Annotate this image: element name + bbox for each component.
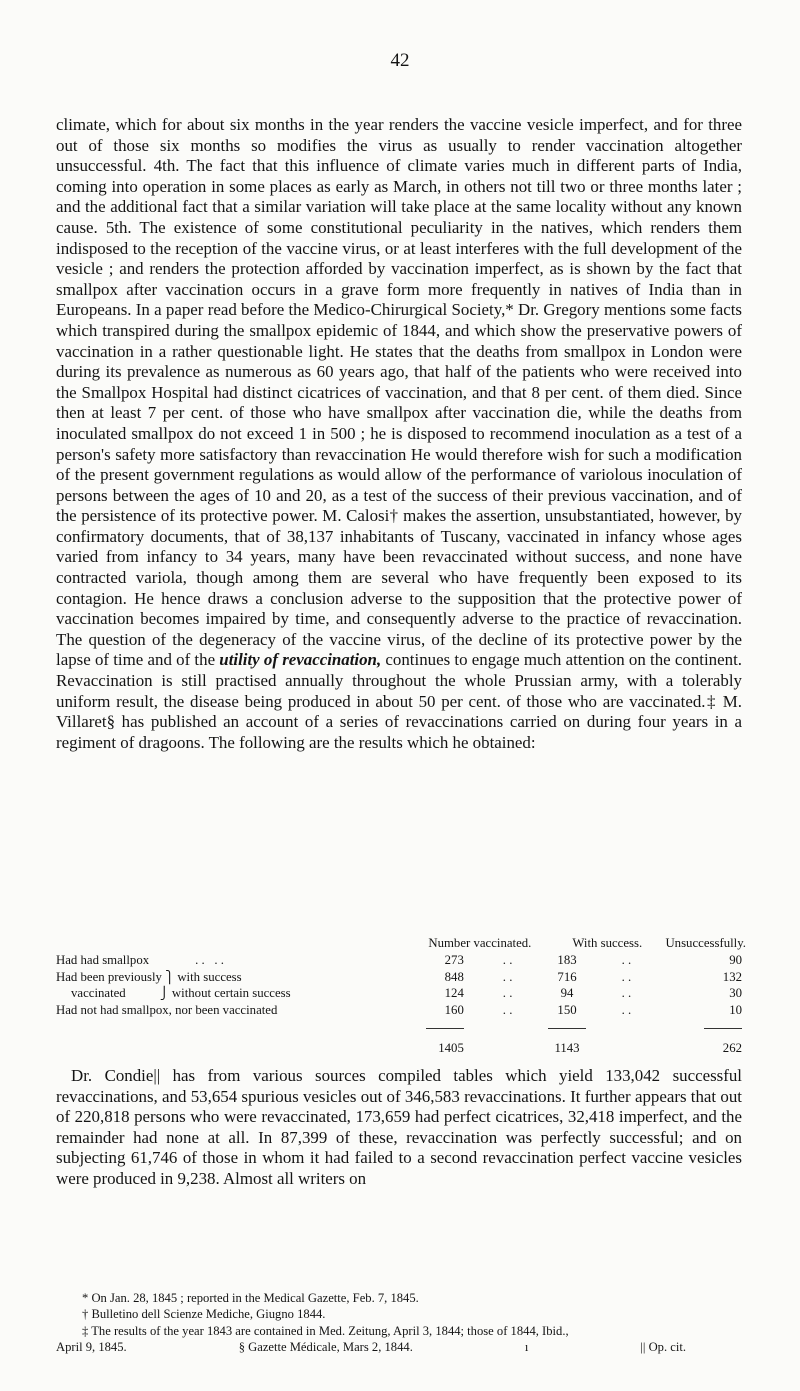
- cell-dots: . .: [621, 986, 632, 1001]
- footnote-section: § Gazette Médicale, Mars 2, 1844.: [238, 1340, 413, 1355]
- cell-unsuccess: 30: [729, 986, 742, 1001]
- header-unsuccess: Unsuccessfully.: [665, 936, 746, 950]
- stray-mark: ı: [524, 1340, 529, 1355]
- cell-dots: . .: [502, 986, 513, 1001]
- brace-icon: ⎭: [159, 986, 169, 1001]
- paragraph-text: climate, which for about six months in the year renders the vaccine vesicle imperfect, and for three out of those six months so modifies the virus as usually to render vaccination altogether unsuccessful. 4th. The fact that this influence of climate varies much in different parts of India, coming into operation in some places as early as March, in others not till two or three months later ; and the additional fact that a similar variation will take place at the same locality without any known cause. 5th. The existence of some constitutional peculiarity in the natives, which renders them indisposed to the reception of the vaccine virus, or at least interferes with the full development of the vesicle ; and renders the protection afforded by vaccination imperfect, as is shown by the fact that smallpox after vaccination occurs in a grave form more frequently in natives of India than in Europeans. In a paper read before the Medico-Chirurgical Society,* Dr. Gregory mentions some facts which transpired during the smallpox epidemic of 1844, and which show the preservative powers of vaccination in a rather questionable light. He states that the deaths from smallpox in London were during its prevalence as numerous as 60 years ago, that half of the patients who were received into the Smallpox Hospital had distinct cicatrices of vaccination, and that 8 per cent. of them died. Since then at least 7 per cent. of those who have smallpox after vaccination die, while the deaths from inoculated smallpox do not exceed 1 in 500 ; he is disposed to recommend inoculation as a test of a person's safety more satisfactory than revaccination He would therefore wish for such a modification of the present government regulations as would allow of the performance of variolous inoculation of persons between the ages of 10 and 20, as a test of the success of their previous vaccination, and of the persistence of its protective power. M. Calosi† makes the assertion, unsubstantiated, however, by confirmatory documents, that of 38,137 inhabitants of Tuscany, vaccinated in infancy whose ages varied from infancy to 34 years, many have been revaccinated without success, and none have contracted variola, though among them are several who have frequently been exposed to its contagion. He hence draws a conclusion adverse to the supposition that the protective power of vaccination becomes impaired by time, and consequently adverse to the practice of revaccination. The question of the degeneracy of the vaccine virus, of the decline of its protective power by the lapse of time and of the: [56, 115, 742, 670]
- cell-vaccinated: 273: [444, 952, 464, 967]
- paragraph-text: Dr. Condie|| has from various sources compiled tables which yield 133,042 successful revaccinations, and 53,654 spurious vesicles out of 346,583 revaccinations. It further appears that out of 220,818 persons who were revaccinated, 173,659 had perfect cicatrices, 32,418 imperfect, and the remainder had none at all. In 87,399 of these, revaccination was perfectly successful; and on subjecting 61,746 of those in whom it had failed to a second revaccination perfect vaccine vesicles were produced in 9,238. Almost all writers on: [56, 1066, 742, 1188]
- results-table: [56, 935, 746, 1057]
- cell-unsuccess: 132: [722, 969, 742, 984]
- footnote-parallel: || Op. cit.: [640, 1340, 686, 1355]
- italic-phrase: utility of revaccination,: [219, 650, 382, 670]
- header-success: With success.: [572, 936, 643, 950]
- row-label: Had not had smallpox, nor been vaccinated: [56, 1003, 278, 1018]
- total-vaccinated: 1405: [438, 1040, 464, 1055]
- cell-success: 716: [557, 969, 577, 984]
- cell-success: 150: [557, 1003, 577, 1018]
- cell-vaccinated: 160: [444, 1003, 464, 1018]
- cell-dots: . .: [621, 952, 632, 967]
- footnotes: [56, 1290, 746, 1356]
- cell-dots: . .: [621, 969, 632, 984]
- cell-unsuccess: 10: [729, 1003, 742, 1018]
- table-row: [56, 952, 746, 969]
- total-success: 1143: [554, 1040, 580, 1055]
- row-sublabel: with success: [177, 969, 242, 984]
- cell-dots: . .: [502, 969, 513, 984]
- footnote-continuation: April 9, 1845.: [56, 1340, 127, 1355]
- divider: [548, 1028, 586, 1029]
- footnote-double-dagger: ‡ The results of the year 1843 are contained in Med. Zeitung, April 3, 1844; those of 1844, Ibid.,: [82, 1323, 569, 1338]
- cell-dots: . .: [621, 1003, 632, 1018]
- row-sublabel: without certain success: [171, 986, 291, 1001]
- header-vaccinated: Number vaccinated.: [428, 936, 532, 950]
- row-label: Had had smallpox: [56, 952, 150, 967]
- table-row: [56, 985, 746, 1002]
- table-row: [56, 969, 746, 986]
- cell-vaccinated: 848: [444, 969, 464, 984]
- divider: [426, 1028, 464, 1029]
- row-label: vaccinated: [71, 986, 126, 1001]
- cell-success: 183: [557, 952, 577, 967]
- cell-dots: . .: [502, 1003, 513, 1018]
- total-rule: [56, 1019, 746, 1036]
- cell-vaccinated: 124: [444, 986, 464, 1001]
- totals-row: [56, 1036, 746, 1057]
- footnote-star: * On Jan. 28, 1845 ; reported in the Medical Gazette, Feb. 7, 1845.: [82, 1291, 419, 1305]
- total-unsuccess: 262: [722, 1040, 742, 1055]
- row-label: Had been previously: [56, 969, 162, 984]
- cell-success: 94: [560, 986, 574, 1001]
- cell-unsuccess: 90: [729, 952, 742, 967]
- main-paragraph: [56, 115, 742, 753]
- footnote-dagger: † Bulletino dell Scienze Mediche, Giugno 1844.: [82, 1307, 326, 1322]
- divider: [704, 1028, 742, 1029]
- paragraph-text-cont: continues to engage much attention on the continent. Revaccination is still practised annually throughout the whole Prussian army, with a tolerably uniform result, the disease being produced in about 50 per cent. of those who are vaccinated.‡ M. Villaret§ has published an account of a series of revaccinations carried on during four years in a regiment of dragoons. The following are the results which he obtained:: [56, 650, 742, 752]
- table-row: [56, 1002, 746, 1019]
- brace-icon: ⎫: [165, 969, 175, 984]
- page-number: 42: [390, 50, 410, 71]
- second-paragraph: [56, 1066, 742, 1190]
- row-dots: . . . .: [195, 952, 224, 967]
- cell-dots: . .: [502, 952, 513, 967]
- table-header: [56, 935, 746, 952]
- footnote-last-line: [56, 1339, 746, 1355]
